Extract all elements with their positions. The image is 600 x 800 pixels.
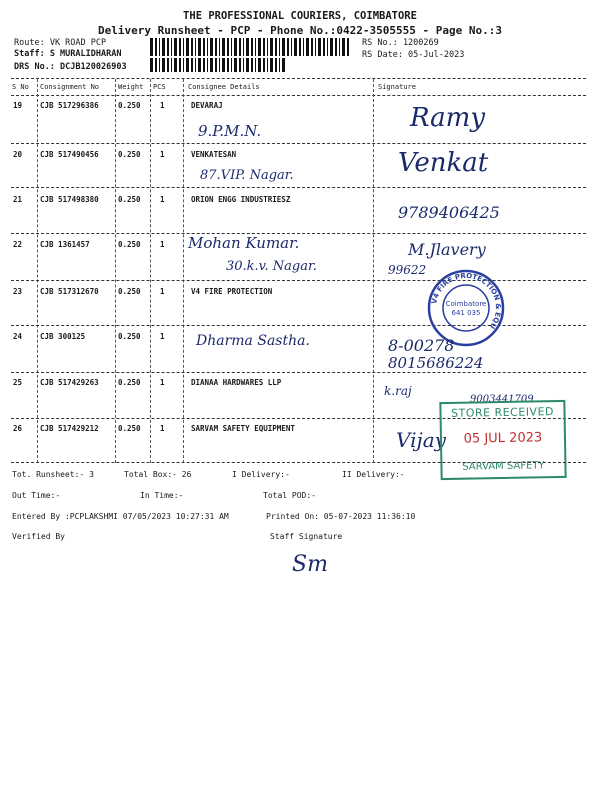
row-pcs: 1 <box>160 287 165 296</box>
stamp-footer: SARVAM SAFETY <box>462 460 545 473</box>
row-consignee: DEVARAJ <box>191 101 223 110</box>
entered-by: Entered By :PCPLAKSHMI 07/05/2023 10:27:31 AM <box>12 512 229 521</box>
row-signature: Ramy <box>410 103 486 133</box>
row-sno: 22 <box>13 240 23 249</box>
row-handwritten-address: 9.P.M.N. <box>198 122 262 140</box>
row-consignment: CJB 517498380 <box>40 195 99 204</box>
row-pcs: 1 <box>160 150 165 159</box>
row-pcs: 1 <box>160 424 165 433</box>
row-consignment: CJB 300125 <box>40 332 86 341</box>
svg-text:V4 FIRE PROTECTION & EQU: V4 FIRE PROTECTION & EQU <box>430 271 503 331</box>
row-sno: 20 <box>13 150 23 159</box>
store-received-stamp <box>439 400 566 480</box>
row-signature-phone: 9003441709 <box>470 394 534 405</box>
tot-runsheet: Tot. Runsheet:- 3 <box>12 470 94 479</box>
row-sno: 24 <box>13 332 23 341</box>
row-pcs: 1 <box>160 332 165 341</box>
row-divider <box>11 372 586 373</box>
barcode-bottom <box>150 58 285 72</box>
printed-on: Printed On: 05-07-2023 11:36:10 <box>266 512 416 521</box>
drs-number: DRS No.: DCJB120026903 <box>14 62 127 72</box>
col-guide <box>373 79 374 463</box>
row-signature: 8-00278 <box>388 336 455 355</box>
i-delivery: I Delivery:- <box>232 470 290 479</box>
row-signature-phone: 8015686224 <box>388 354 484 372</box>
col-guide <box>150 79 151 463</box>
col-sno: S No <box>12 83 29 91</box>
row-sno: 26 <box>13 424 23 433</box>
row-weight: 0.250 <box>118 332 141 341</box>
row-pcs: 1 <box>160 101 165 110</box>
row-signature: 9789406425 <box>398 203 500 222</box>
col-guide <box>37 79 38 463</box>
row-sno: 19 <box>13 101 23 110</box>
route-label: Route: VK ROAD PCP <box>14 38 107 48</box>
header-divider <box>11 78 586 79</box>
row-signature: Venkat <box>398 148 489 178</box>
runsheet-subtitle: Delivery Runsheet - PCP - Phone No.:0422-3505555 - Page No.:3 <box>98 24 502 37</box>
row-consignment: CJB 517296386 <box>40 101 99 110</box>
row-handwritten-name: Dharma Sastha. <box>196 333 310 349</box>
row-signature-phone: 99622 <box>388 263 427 277</box>
in-time: In Time:- <box>140 491 184 500</box>
row-weight: 0.250 <box>118 240 141 249</box>
col-signature: Signature <box>378 83 416 91</box>
row-weight: 0.250 <box>118 287 141 296</box>
rs-number: RS No.: 1200269 <box>362 38 439 48</box>
row-consignee: VENKATESAN <box>191 150 237 159</box>
svg-text:Coimbatore: Coimbatore <box>445 300 487 308</box>
total-box: Total Box:- 26 <box>124 470 192 479</box>
rs-date: RS Date: 05-Jul-2023 <box>362 50 465 60</box>
staff-label: Staff: S MURALIDHARAN <box>14 49 122 59</box>
row-consignment: CJB 1361457 <box>40 240 90 249</box>
row-signature: M.Jlavery <box>408 240 486 259</box>
row-handwritten-address: 87.VIP. Nagar. <box>200 168 294 183</box>
row-consignee: DIANAA HARDWARES LLP <box>191 378 282 387</box>
col-guide <box>115 79 116 463</box>
ii-delivery: II Delivery:- <box>342 470 405 479</box>
row-consignment: CJB 517429263 <box>40 378 99 387</box>
company-title: THE PROFESSIONAL COURIERS, COIMBATORE <box>183 10 417 22</box>
row-consignment: CJB 517312670 <box>40 287 99 296</box>
row-sno: 23 <box>13 287 23 296</box>
row-sno: 25 <box>13 378 23 387</box>
stamp-title: STORE RECEIVED <box>450 405 555 420</box>
row-pcs: 1 <box>160 378 165 387</box>
row-consignment: CJB 517490456 <box>40 150 99 159</box>
row-consignee: SARVAM SAFETY EQUIPMENT <box>191 424 295 433</box>
col-consignment: Consignment No <box>40 83 100 91</box>
row-weight: 0.250 <box>118 101 141 110</box>
row-weight: 0.250 <box>118 195 141 204</box>
row-pcs: 1 <box>160 195 165 204</box>
staff-signature: Sm <box>292 552 328 577</box>
row-consignee: ORION ENGG INDUSTRIESZ <box>191 195 291 204</box>
col-guide <box>183 79 184 463</box>
staff-signature-label: Staff Signature <box>270 532 343 541</box>
footer-divider <box>11 462 586 463</box>
row-signature: k.raj <box>384 384 412 398</box>
row-signature: Vijay <box>396 428 446 452</box>
col-pcs: PCS <box>153 83 166 91</box>
stamp-date: 05 JUL 2023 <box>463 430 543 447</box>
row-handwritten-address: 30.k.v. Nagar. <box>226 259 317 274</box>
total-pod: Total POD:- <box>263 491 316 500</box>
svg-text:641 035: 641 035 <box>451 309 481 317</box>
row-weight: 0.250 <box>118 150 141 159</box>
row-pcs: 1 <box>160 240 165 249</box>
header-divider-bottom <box>11 95 586 96</box>
row-divider <box>11 187 586 188</box>
col-weight: Weight <box>118 83 144 91</box>
row-consignment: CJB 517429212 <box>40 424 99 433</box>
out-time: Out Time:- <box>12 491 61 500</box>
row-consignee: V4 FIRE PROTECTION <box>191 287 273 296</box>
verified-by: Verified By <box>12 532 65 541</box>
row-handwritten-name: Mohan Kumar. <box>188 234 300 252</box>
row-weight: 0.250 <box>118 424 141 433</box>
row-sno: 21 <box>13 195 23 204</box>
row-weight: 0.250 <box>118 378 141 387</box>
row-divider <box>11 143 586 144</box>
col-consignee: Consignee Details <box>188 83 260 91</box>
